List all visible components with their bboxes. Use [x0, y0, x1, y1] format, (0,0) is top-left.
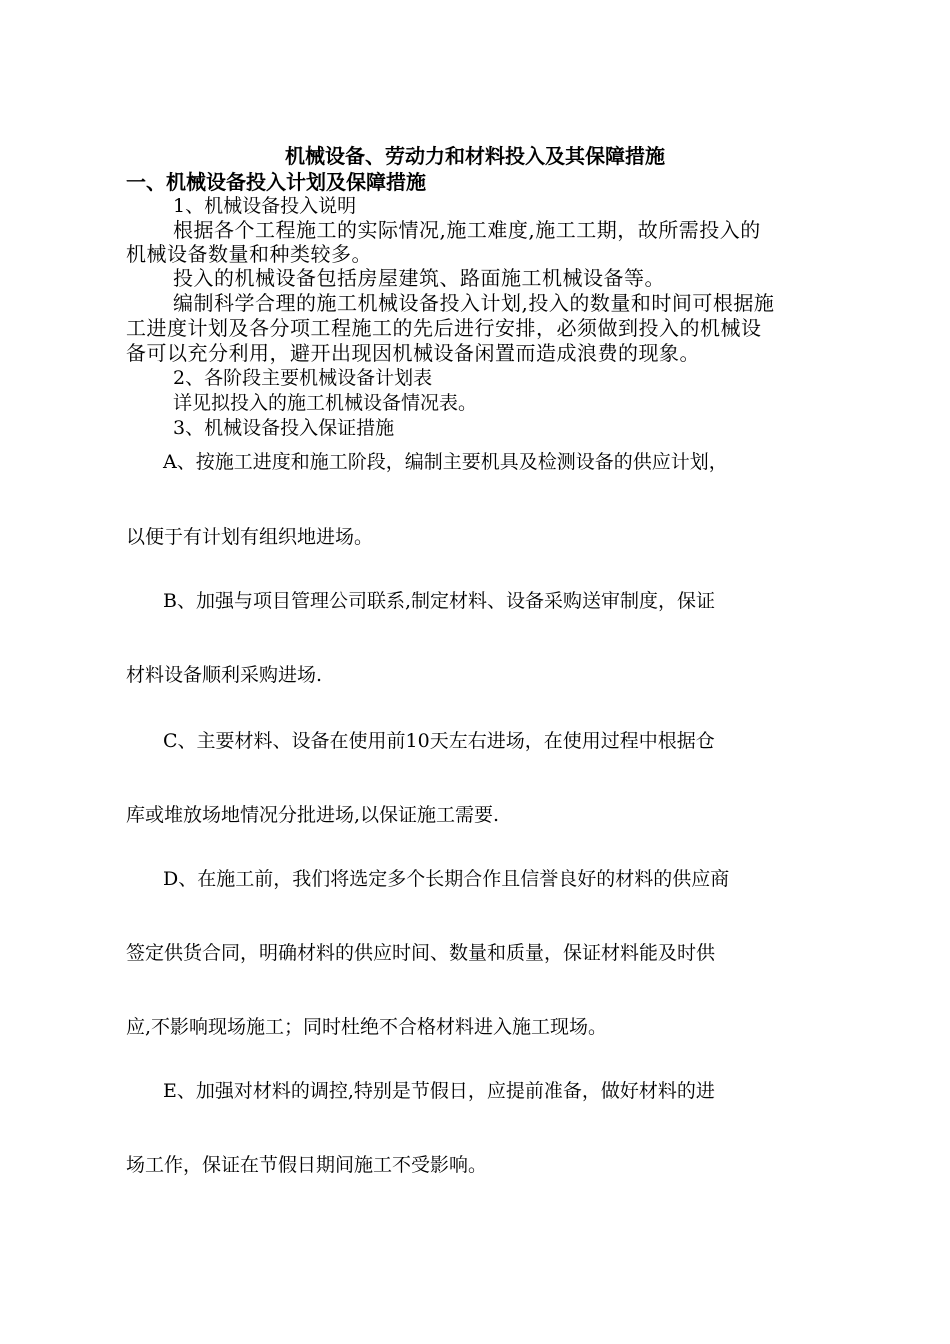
subsection-heading-2: 2、各阶段主要机械设备计划表 — [173, 367, 433, 389]
item-a-line-2: 以便于有计划有组织地进场。 — [126, 526, 374, 548]
subsection-heading-1: 1、机械设备投入说明 — [173, 195, 357, 217]
section-heading: 一、机械设备投入计划及保障措施 — [126, 170, 426, 194]
item-e-line-1: E、加强对材料的调控,特别是节假日，应提前准备，做好材料的进 — [163, 1080, 715, 1102]
subsection-heading-3: 3、机械设备投入保证措施 — [173, 417, 395, 439]
paragraph-1-line-2: 机械设备数量和种类较多。 — [126, 242, 372, 266]
item-b-line-2: 材料设备顺利采购进场. — [126, 664, 323, 686]
subsection-2-text: 详见拟投入的施工机械设备情况表。 — [173, 392, 478, 414]
paragraph-3-line-1: 编制科学合理的施工机械设备投入计划,投入的数量和时间可根据施 — [173, 291, 775, 315]
item-d-line-1: D、在施工前，我们将选定多个长期合作且信誉良好的材料的供应商 — [163, 868, 730, 890]
item-b-line-1: B、加强与项目管理公司联系,制定材料、设备采购送审制度，保证 — [163, 590, 716, 612]
item-d-line-2: 签定供货合同，明确材料的供应时间、数量和质量，保证材料能及时供 — [126, 942, 716, 964]
paragraph-1-line-1: 根据各个工程施工的实际情况,施工难度,施工工期，故所需投入的 — [173, 218, 761, 242]
item-a-line-1: A、按施工进度和施工阶段，编制主要机具及检测设备的供应计划， — [163, 451, 728, 473]
item-c-line-1: C、主要材料、设备在使用前10天左右进场，在使用过程中根据仓 — [163, 730, 715, 752]
paragraph-3-line-2: 工进度计划及各分项工程施工的先后进行安排，必须做到投入的机械设 — [126, 316, 762, 340]
item-d-line-3: 应,不影响现场施工；同时杜绝不合格材料进入施工现场。 — [126, 1016, 608, 1038]
item-c-line-2: 库或堆放场地情况分批进场,以保证施工需要. — [126, 804, 500, 826]
paragraph-2: 投入的机械设备包括房屋建筑、路面施工机械设备等。 — [173, 266, 665, 290]
paragraph-3-line-3: 备可以充分利用，避开出现因机械设备闲置而造成浪费的现象。 — [126, 341, 700, 365]
item-e-line-2: 场工作，保证在节假日期间施工不受影响。 — [126, 1154, 488, 1176]
document-title: 机械设备、劳动力和材料投入及其保障措施 — [285, 144, 665, 168]
